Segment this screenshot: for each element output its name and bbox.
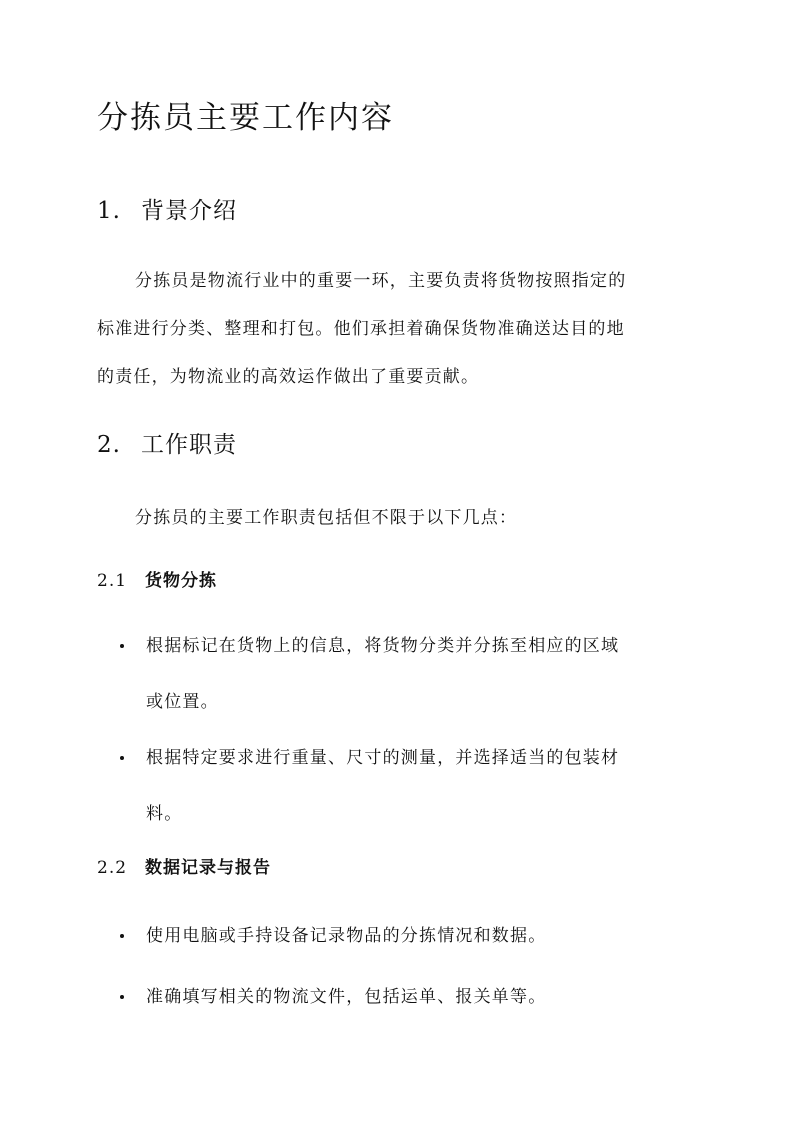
paragraph-line: 分拣员的主要工作职责包括但不限于以下几点： — [135, 508, 518, 528]
paragraph-line: 分拣员是物流行业中的重要一环，主要负责将货物按照指定的 — [135, 271, 627, 291]
subsection-number: 2.2 — [97, 858, 128, 878]
section-title: 工作职责 — [141, 432, 237, 458]
subsection-heading-records — [97, 855, 271, 881]
section-number: 1. — [97, 198, 121, 224]
background-paragraph — [97, 257, 717, 401]
list-item — [120, 969, 720, 1025]
list-item-line: 根据特定要求进行重量、尺寸的测量，并选择适当的包装材 — [146, 748, 620, 768]
list-item-line: 使用电脑或手持设备记录物品的分拣情况和数据。 — [146, 926, 547, 946]
list-item — [120, 618, 720, 730]
page-title: 分拣员主要工作内容 — [97, 100, 394, 136]
subsection-title: 货物分拣 — [145, 571, 217, 591]
list-item — [120, 908, 720, 964]
list-item-line: 准确填写相关的物流文件，包括运单、报关单等。 — [146, 987, 547, 1007]
bullet-icon — [120, 995, 124, 999]
section-heading-duties — [97, 428, 237, 462]
subsection-title: 数据记录与报告 — [145, 858, 271, 878]
list-item — [120, 730, 720, 842]
bullet-icon — [120, 644, 124, 648]
list-item-line: 或位置。 — [146, 692, 219, 712]
bullet-icon — [120, 756, 124, 760]
section-title: 背景介绍 — [141, 198, 237, 224]
subsection-heading-sorting — [97, 568, 217, 594]
section-heading-background — [97, 194, 237, 228]
list-item-line: 料。 — [146, 804, 183, 824]
subsection-number: 2.1 — [97, 571, 128, 591]
section-number: 2. — [97, 432, 121, 458]
bullet-icon — [120, 934, 124, 938]
duties-intro — [97, 494, 717, 542]
paragraph-line: 标准进行分类、整理和打包。他们承担着确保货物准确送达目的地 — [97, 319, 625, 339]
paragraph-line: 的责任，为物流业的高效运作做出了重要贡献。 — [97, 367, 480, 387]
list-item-line: 根据标记在货物上的信息，将货物分类并分拣至相应的区域 — [146, 636, 620, 656]
